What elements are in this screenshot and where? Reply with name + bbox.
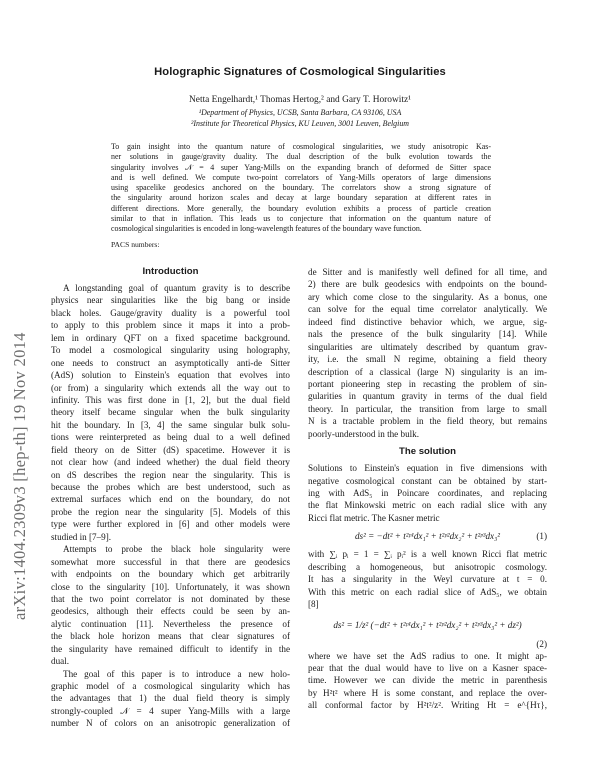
text-line: the singularity have remained difficult to identify in the <box>51 643 290 654</box>
text-line: with ∑ᵢ pᵢ = 1 = ∑ᵢ pᵢ² is a well known Ricci flat metric <box>308 549 547 560</box>
text-line: to apply to this problem since it maps it into a prob- <box>51 320 290 331</box>
text-line: A longstanding goal of quantum gravity is to describe <box>63 283 290 293</box>
text-line: negative cosmological constant can be obtained by start- <box>308 475 547 486</box>
text-line: [8] <box>308 599 319 610</box>
abstract-line: the singularity around horizon scales and decay at large boundary separation at different rates in <box>111 193 491 203</box>
text-line: with endpoints on the boundary which get arbitrarily <box>51 569 290 580</box>
text-line: the advantages that 1) the dual field theory is simply <box>51 693 290 704</box>
text-line: black holes. Gauge/gravity duality is a powerful tool <box>51 307 290 318</box>
text-line: where we have set the AdS radius to one. It might ap- <box>308 650 547 661</box>
text-line: close to the singularity [10]. Unfortunately, it was shown <box>51 581 290 592</box>
abstract-line: similar to that in inflation. This leads us to conjecture that information on the quantum nature of <box>111 214 491 224</box>
text-line: tions were reinterpreted as being dual to a well defined <box>51 432 290 443</box>
equation-bulk-metric <box>308 611 547 639</box>
equation-1-body: ds² = −dt² + t²ᵖ¹dx₁² + t²ᵖ²dx₂² + t²ᵖ³dx₃² <box>354 531 501 542</box>
text-line: ity, i.e. the small N regime, obtaining a field theory <box>308 354 547 365</box>
text-line: time. However we can divide the metric in parenthesis <box>308 675 547 686</box>
text-line: graphic model of a cosmological singularity which has <box>51 681 290 691</box>
text-line: not clear how (and indeed whether) the dual field theory <box>51 457 290 468</box>
text-line: the black hole horizon means that clear signatures of <box>51 631 290 642</box>
text-line: somewhat more successful in that there are geodesics <box>51 556 290 567</box>
text-line: field theory on de Sitter (dS) spacetime. However it is <box>51 444 290 455</box>
text-line: studied in [7–9]. <box>51 531 112 542</box>
text-line: probe the region near the singularity [5]. Models of this <box>51 506 290 517</box>
text-line: extremal surfaces which end on the boundary, do not <box>51 494 290 505</box>
text-line: type were further explored in [6] and other models were <box>51 519 290 530</box>
text-line: poorly-understood in the bulk. <box>308 428 420 439</box>
text-line: (or from) a singularity which extends all the way out to <box>51 382 290 393</box>
text-line: pear that the dual would have to live on a Kasner space- <box>308 662 547 673</box>
equation-1-number: (1) <box>536 531 547 542</box>
text-line: number N of colors on an anisotropic generalization of <box>51 718 290 729</box>
abstract-line: using spacelike geodesics anchored on the boundary. The correlators show a strong signature of <box>111 183 491 193</box>
text-line: on dS describes the region near the singularity. This is <box>51 469 290 480</box>
text-line: portant pioneering step in recasting the problem of sin- <box>308 378 547 389</box>
equation-2-body: ds² = 1/z² (−dt² + t²ᵖ¹dx₁² + t²ᵖ²dx₂² + t²ᵖ³dx₃² + dz²) <box>333 619 522 630</box>
affiliation-leuven: ²Institute for Theoretical Physics, KU Leuven, 3001 Leuven, Belgium <box>191 119 409 128</box>
text-line: Ricci flat metric. The Kasner metric <box>308 512 440 523</box>
text-line: indeed find distinctive behavior which, we argue, sig- <box>308 316 547 327</box>
section-heading-introduction: Introduction <box>142 266 199 277</box>
pacs-numbers: PACS numbers: <box>111 240 160 249</box>
text-line: lem in ordinary QFT on a fixed spacetime background. <box>51 332 290 343</box>
text-line: ary which come close to the singularity. As a bonus, one <box>308 291 547 302</box>
text-line: dual. <box>51 656 69 667</box>
affiliation-ucsb: ¹Department of Physics, UCSB, Santa Barbara, CA 93106, USA <box>198 108 402 117</box>
text-line: can solve for the equal time correlator analytically. We <box>308 304 547 315</box>
text-line: geodesics, although their effects could be seen by an- <box>51 606 290 617</box>
text-line: one needs to construct an asymptotically anti-de Sitter <box>51 357 290 368</box>
text-line: Solutions to Einstein's equation in five dimensions with <box>308 463 547 474</box>
text-line: nals the presence of the bulk singularity [14]. While <box>308 329 547 340</box>
text-line: by H²t² where H is some constant, and replace the over- <box>308 687 547 698</box>
text-line: the flat Minkowski metric on each radial slice with any <box>308 500 547 511</box>
text-line: To model a cosmological singularity using holography, <box>51 345 290 356</box>
text-line: because the probes which are best understood, such as <box>51 482 290 492</box>
right-column <box>308 266 547 712</box>
text-line: N is a tractable problem in the field theory, but remains <box>308 416 547 427</box>
text-line: gularities in quantum gravity in terms of the dual field <box>308 391 547 402</box>
text-line: ing with AdS₅ in Poincare coordinates, and replacing <box>308 488 547 498</box>
left-column <box>51 266 290 730</box>
text-line: all conformal factor by H²t²/z². Writing Ht = e^{Hτ}, <box>308 700 547 711</box>
text-line: describing a homogeneous, but anisotropic cosmology. <box>308 561 547 572</box>
text-line: physics near singularities like the big bang or inside <box>51 295 290 306</box>
abstract <box>111 141 491 234</box>
equation-2-number: (2) <box>536 638 547 649</box>
text-line: The goal of this paper is to introduce a new holo- <box>63 668 290 679</box>
intro-paragraph-continued <box>308 266 547 440</box>
arxiv-identifier: arXiv:1404.2309v3 [hep-th] 19 Nov 2014 <box>10 332 29 620</box>
solution-paragraph-1 <box>308 462 547 524</box>
abstract-line: cosmological singularities is encoded in long-wavelength features of the boundary wave function. <box>111 224 422 234</box>
text-line: infinity. This was first done in [1, 2], but the dual field <box>51 394 290 405</box>
text-line: Attempts to probe the black hole singularity were <box>63 544 290 555</box>
text-line: theory itself became singular when the bulk singularity <box>51 407 290 418</box>
text-line: that the two point correlator is not dominated by these <box>51 593 290 604</box>
text-line: 2) there are bulk geodesics with endpoints on the bound- <box>308 279 547 290</box>
text-line: strongly-coupled 𝒩 = 4 super Yang-Mills with a large <box>51 705 290 716</box>
intro-paragraph-2 <box>51 543 290 667</box>
text-line: hit the boundary. In [3, 4] the same singular bulk solu- <box>51 419 290 430</box>
abstract-line: To gain insight into the quantum nature of cosmological singularities, we study anisotropic Kas- <box>111 142 491 151</box>
text-line: It has a singularity in the Weyl curvature at t = 0. <box>308 574 547 585</box>
text-line: alytic continuation [11]. Nevertheless the presence of <box>51 618 290 629</box>
text-line: theory. In particular, the transition from large to small <box>308 403 547 414</box>
section-heading-solution: The solution <box>398 446 457 458</box>
abstract-line: different directions. More generally, the boundary evolution exhibits a process of particle creation <box>111 203 491 213</box>
abstract-line: singularity involves 𝒩 = 4 super Yang-Mills on the expanding branch of deformed de Sitter space <box>111 162 491 172</box>
solution-paragraph-2 <box>308 548 547 610</box>
text-line: (AdS) solution to Einstein's equation that evolves into <box>51 370 290 381</box>
equation-kasner-metric <box>308 524 547 548</box>
intro-paragraph-1 <box>51 282 290 543</box>
text-line: singularities are ultimately described by quantum grav- <box>308 341 547 352</box>
abstract-line: ner solutions in gauge/gravity duality. The dual description of the bulk evolution towards the <box>111 152 491 162</box>
solution-paragraph-3 <box>308 650 547 712</box>
abstract-line: and is well defined. We compute two-point correlators of Yang-Mills operators of large dimensions <box>111 172 491 182</box>
text-line: de Sitter and is manifestly well defined for all time, and <box>308 267 547 277</box>
paper-title: Holographic Signatures of Cosmological Singularities <box>154 66 446 78</box>
intro-paragraph-3 <box>51 668 290 730</box>
author-list: Netta Engelhardt,¹ Thomas Hertog,² and Gary T. Horowitz¹ <box>189 95 411 105</box>
text-line: With this metric on each radial slice of AdS₅, we obtain <box>308 586 547 597</box>
text-line: description of a classical (large N) singularity is an im- <box>308 366 547 377</box>
